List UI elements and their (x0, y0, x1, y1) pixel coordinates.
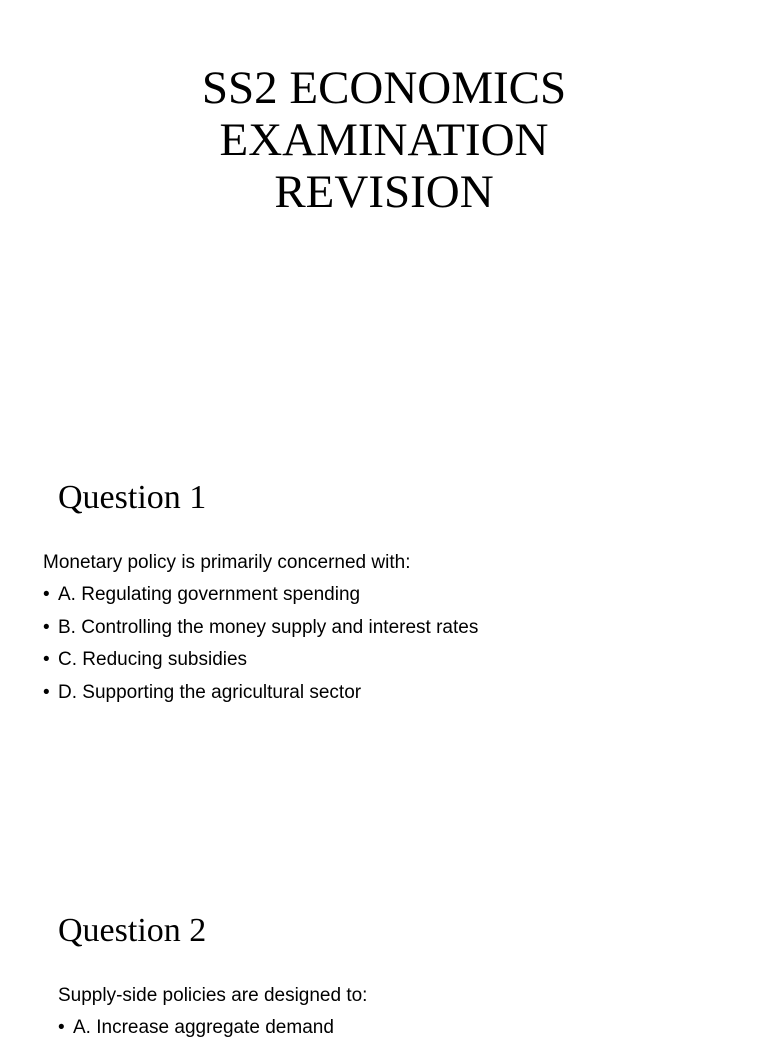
slide-title-line-3: REVISION (274, 166, 494, 218)
bullet-icon: • (58, 1017, 65, 1038)
question-1-option-d (43, 681, 478, 714)
option-text: C. Reducing subsidies (58, 649, 248, 670)
question-1-option-c (43, 648, 478, 681)
question-1-option-b (43, 616, 478, 649)
bullet-icon: • (43, 681, 50, 703)
option-text: D. Supporting the agricultural sector (58, 681, 362, 703)
question-2-options (58, 1016, 334, 1049)
option-text: A. Increase aggregate demand (73, 1017, 334, 1038)
question-1-stem: Monetary policy is primarily concerned with: (43, 552, 411, 573)
option-text: B. Controlling the money supply and interest rates (58, 616, 479, 638)
option-text: A. Regulating government spending (58, 584, 361, 605)
question-2-stem: Supply-side policies are designed to: (58, 985, 368, 1006)
question-2-heading: Question 2 (58, 912, 207, 949)
bullet-icon: • (43, 649, 50, 670)
bullet-icon: • (43, 616, 50, 638)
question-1-option-a (43, 583, 478, 616)
question-2-option-a (58, 1016, 334, 1049)
slide-title-line-1: SS2 ECONOMICS (201, 62, 567, 114)
slide-title-line-2: EXAMINATION (219, 114, 549, 166)
question-1-heading: Question 1 (58, 479, 207, 516)
bullet-icon: • (43, 584, 50, 605)
question-1-options (43, 583, 478, 713)
slide-title (0, 62, 768, 218)
